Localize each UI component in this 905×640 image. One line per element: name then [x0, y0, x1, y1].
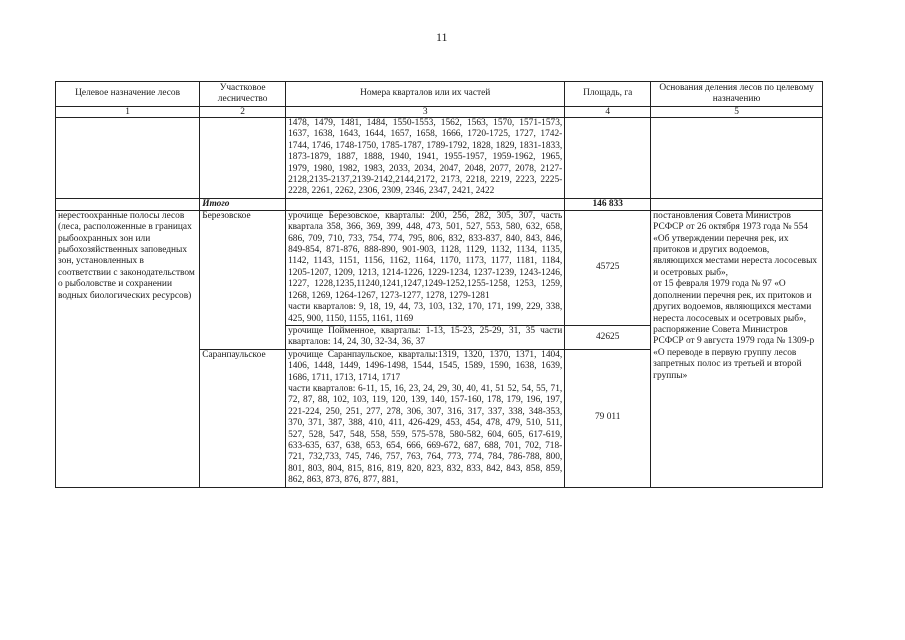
header-row: [56, 82, 823, 107]
district-berezovskoe: Березовское: [200, 210, 286, 349]
empty-cell: [286, 198, 565, 210]
empty-cell: [651, 198, 823, 210]
total-value: 146 833: [565, 198, 651, 210]
tract-poymennoe: урочище Пойменное, кварталы: 1-13, 15-23, 25-29, 31, 35 части кварталов: 14, 24, 30, 32-34, 36, 37: [286, 325, 565, 349]
district-saranpaulskoe: Саранпаульское: [200, 349, 286, 487]
tract-saranpaulskoe-parts: части кварталов: 6-11, 15, 16, 23, 24, 29, 30, 40, 41, 51 52, 54, 55, 71, 72, 87, 88, 102, 103, 119, 120, 139, 140, 157-160, 178, 179, 196, 197, 221-224, 250, 251, 277, 278, 306, 307, 316, 317, 337, 338, 348-353, 370, 371, 387, 388, 410, 411, 426-429, 453, 454, 478, 479, 510, 511, 527, 528, 547, 548, 558, 559, 575-578, 580-582, 604, 605, 617-619, 633-635, 637, 638, 653, 654, 666, 669-672, 687, 688, 701, 702, 718-721, 732,733, 745, 746, 757, 763, 764, 773, 774, 784, 786-788, 800, 801, 803, 804, 815, 816, 819, 820, 823, 832, 833, 842, 843, 858, 859, 862, 863, 873, 876, 877, 881,: [288, 383, 563, 486]
header-basis: Основания деления лесов по целевому назначению: [651, 82, 823, 107]
basis-cell: [651, 210, 823, 487]
tract-berezovskoe-cell: [286, 210, 565, 325]
header-area: Площадь, га: [565, 82, 651, 107]
page-number: 11: [436, 30, 448, 44]
tract-berezovskoe-quarters: урочище Березовское, кварталы: 200, 256, 282, 305, 307, часть квартала 358, 366, 369, 399, 448, 473, 501, 527, 553, 580, 632, 658, 686, 709, 710, 733, 754, 774, 795, 806, 832, 833-837, 840, 843, 846, 849-854, 871-876, 888-890, 901-903, 1128, 1129, 1132, 1134, 1135, 1142, 1143, 1151, 1156, 1162, 1164, 1170, 1173, 1177, 1181, 1184, 1205-1207, 1209, 1213, 1214-1226, 1229-1234, 1237-1239, 1243-1246, 1227, 1228,1235,11240,1241,1247,1249-1252,1255-1258, 1253, 1259, 1268, 1269, 1264-1267, 1273-1277, 1278, 1279-1281: [288, 210, 563, 301]
header-district: Участковое лесничество: [200, 82, 286, 107]
empty-cell: [651, 118, 823, 199]
basis-1979-feb: от 15 февраля 1979 года № 97 «О дополнении перечня рек, их притоков и других водоемов, являющихся местами нереста лососевых и осетровых рыб»,: [653, 279, 812, 324]
empty-cell: [200, 118, 286, 199]
tract-saranpaulskoe-cell: [286, 349, 565, 487]
header-purpose: Целевое назначение лесов: [56, 82, 200, 107]
forest-purpose-table: [55, 81, 823, 488]
continued-quarters: 1478, 1479, 1481, 1484, 1550-1553, 1562, 1563, 1570, 1571-1573, 1637, 1638, 1643, 1644, 1657, 1658, 1666, 1720-1725, 1727, 1742-1744, 1746, 1748-1750, 1785-1787, 1789-1792, 1828, 1829, 1831-1833, 1873-1879, 1887, 1888, 1940, 1941, 1955-1957, 1959-1962, 1965, 1979, 1980, 1982, 1983, 2033, 2034, 2047, 2048, 2077, 2078, 2127-2128,2135-2137,2139-2142,2144,2172, 2173, 2218, 2219, 2223, 2225-2228, 2261, 2262, 2306, 2309, 2346, 2347, 2421, 2422: [286, 118, 565, 199]
tract-berezovskoe-parts: части кварталов: 9, 18, 19, 44, 73, 103, 132, 170, 171, 199, 229, 338, 425, 900, 1150, 1155, 1161, 1169: [288, 302, 563, 324]
column-number: 4: [565, 107, 651, 118]
column-number: 2: [200, 107, 286, 118]
purpose-cell: нерестоохранные полосы лесов (леса, расположенные в границах рыбоохранных зон или рыбохозяйственных заповедных зон, установленных в соответствии с законодательством о рыболовстве и сохранении водных биологических ресурсов): [56, 210, 200, 487]
column-number: 3: [286, 107, 565, 118]
tract-poymennoe-area: 42625: [565, 325, 651, 349]
basis-1979-aug: распоряжение Совета Министров РСФСР от 9 августа 1979 года № 1309-р «О переводе в первую группу лесов запретных полос из третьей и второй группы»: [653, 324, 815, 381]
tract-row-1a: [56, 210, 823, 325]
empty-cell: [56, 198, 200, 210]
header-quarters: Номера кварталов или их частей: [286, 82, 565, 107]
tract-berezovskoe-area: 45725: [565, 210, 651, 325]
tract-saranpaulskoe-quarters: урочище Саранпаульское, кварталы:1319, 1320, 1370, 1371, 1404, 1406, 1448, 1449, 1496-1498, 1544, 1545, 1589, 1590, 1638, 1639, 1686, 1711, 1713, 1714, 1717: [288, 349, 563, 383]
tract-saranpaulskoe-area: 79 011: [565, 349, 651, 487]
total-row: [56, 198, 823, 210]
column-number: 5: [651, 107, 823, 118]
basis-1973: постановления Совета Министров РСФСР от 26 октября 1973 года № 554 «Об утверждении перечня рек, их притоков и других водоемов, являющихся местами нереста лососевых и осетровых рыб»,: [653, 210, 818, 278]
column-number: 1: [56, 107, 200, 118]
empty-cell: [56, 118, 200, 199]
continued-row: [56, 118, 823, 199]
total-label: Итого: [200, 198, 286, 210]
column-number-row: [56, 107, 823, 118]
empty-cell: [565, 118, 651, 199]
